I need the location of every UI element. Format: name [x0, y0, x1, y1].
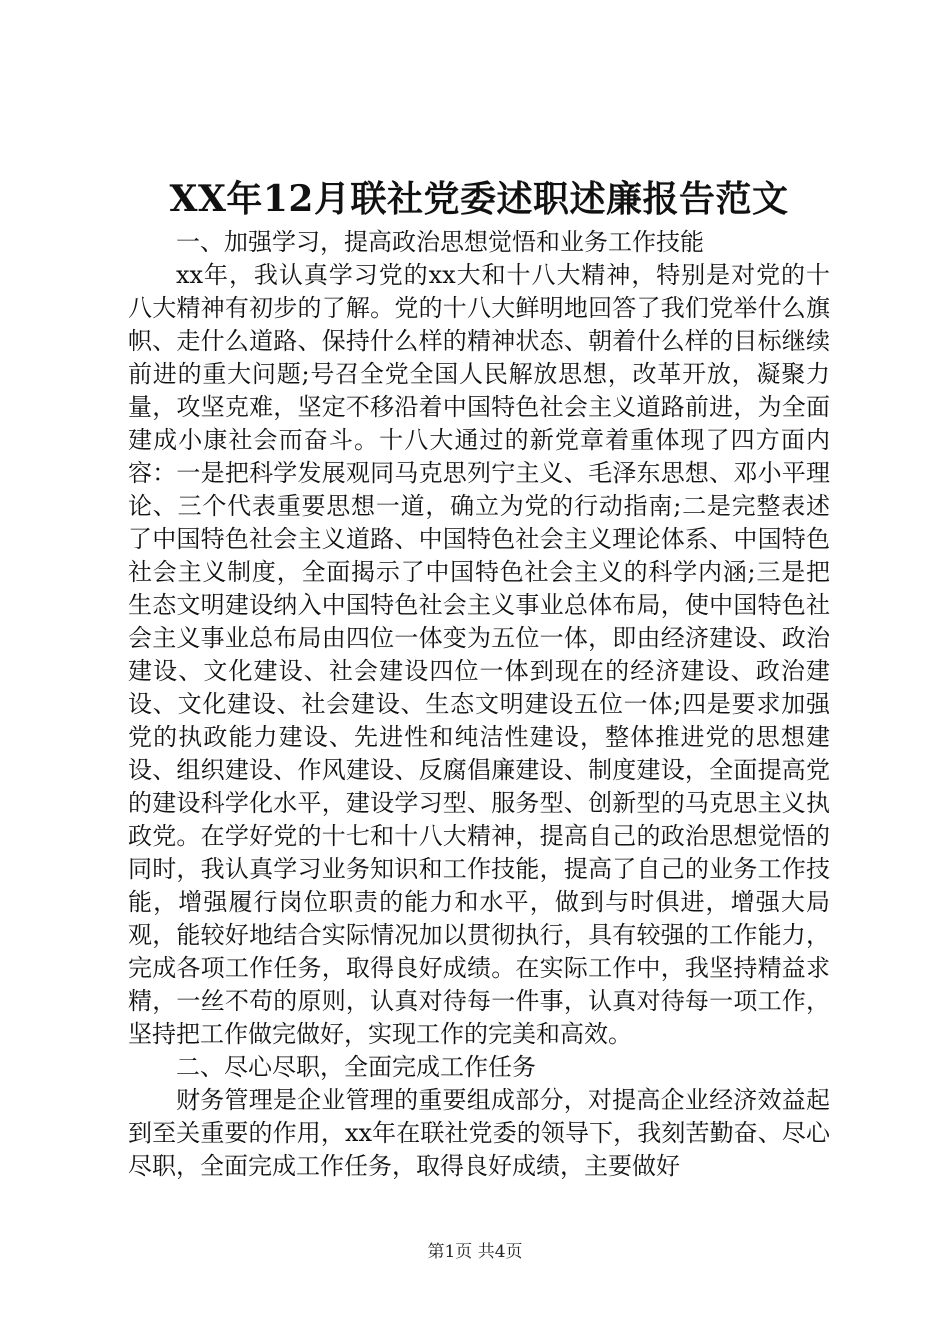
page-number-footer: 第1页 共4页	[427, 1242, 523, 1262]
section-body-1: xx年，我认真学习党的xx大和十八大精神，特别是对党的十八大精神有初步的了解。党的十八大鲜明地回答了我们党举什么旗帜、走什么道路、保持什么样的精神状态、朝着什么样的目标继续前进的重大问题;号召全党全国人民解放思想，改革开放，凝聚力量，攻坚克难，坚定不移沿着中国特色社会主义道路前进，为全面建成小康社会而奋斗。十八大通过的新党章着重体现了四方面内容：一是把科学发展观同马克思列宁主义、毛泽东思想、邓小平理论、三个代表重要思想一道，确立为党的行动指南;二是完整表述了中国特色社会主义道路、中国特色社会主义理论体系、中国特色社会主义制度，全面揭示了中国特色社会主义的科学内涵;三是把生态文明建设纳入中国特色社会主义事业总体布局，使中国特色社会主义事业总布局由四位一体变为五位一体，即由经济建设、政治建设、文化建设、社会建设四位一体到现在的经济建设、政治建设、文化建设、社会建设、生态文明建设五位一体;四是要求加强党的执政能力建设、先进性和纯洁性建设，整体推进党的思想建设、组织建设、作风建设、反腐倡廉建设、制度建设，全面提高党的建设科学化水平，建设学习型、服务型、创新型的马克思主义执政党。在学好党的十七和十八大精神，提高自己的政治思想觉悟的同时，我认真学习业务知识和工作技能，提高了自己的业务工作技能，增强履行岗位职责的能力和水平，做到与时俱进，增强大局观，能较好地结合实际情况加以贯彻执行，具有较强的工作能力，完成各项工作任务，取得良好成绩。在实际工作中，我坚持精益求精，一丝不苟的原则，认真对待每一件事，认真对待每一项工作，坚持把工作做完做好，实现工作的完美和高效。	[128, 261, 830, 1048]
section-heading-2: 二、尽心尽职，全面完成工作任务	[176, 1053, 536, 1081]
section-body-2: 财务管理是企业管理的重要组成部分，对提高企业经济效益起到至关重要的作用，xx年在联社党委的领导下，我刻苦勤奋、尽心尽职，全面完成工作任务，取得良好成绩，主要做好	[128, 1086, 830, 1180]
section-heading-1: 一、加强学习，提高政治思想觉悟和业务工作技能	[176, 228, 704, 256]
document-title: XX年12月联社党委述职述廉报告范文	[169, 178, 789, 220]
